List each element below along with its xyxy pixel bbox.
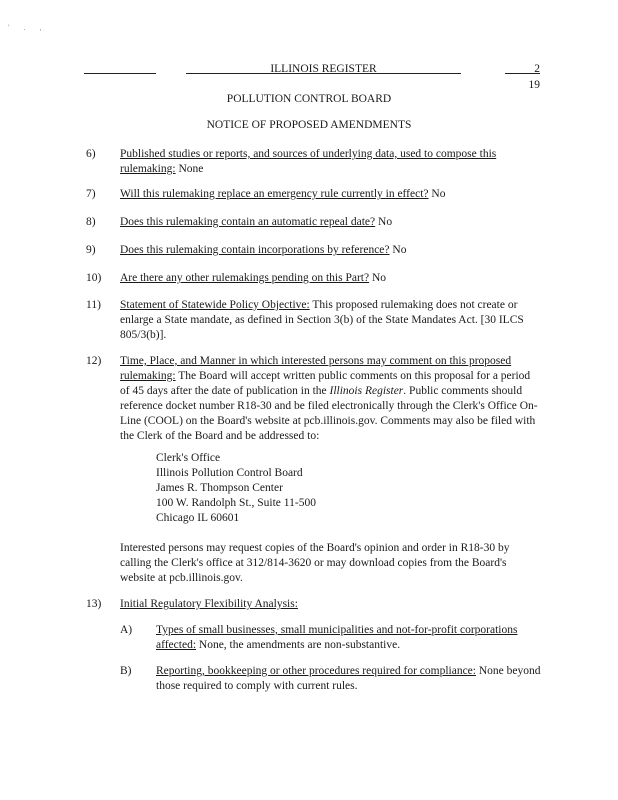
address-line: Illinois Pollution Control Board	[156, 467, 303, 479]
item-label: Published studies or reports, and sources of underlying data, used to compose this rulemaking:	[120, 148, 497, 175]
item-label: Does this rulemaking contain an automatic repeal date?	[120, 216, 376, 228]
item-label: Are there any other rulemakings pending on this Part?	[120, 272, 370, 284]
item-number: 8)	[86, 216, 96, 228]
subitem-answer: None beyond those required to comply with current rules.	[156, 665, 541, 692]
item-number: 11)	[86, 299, 101, 311]
header-rule-left	[84, 73, 156, 74]
subitem-text	[156, 664, 541, 694]
item-answer: . Public comments should reference docket number R18-30 and be filed electronically through the Clerk's Office On-Line (COOL) on the Board's website at pcb.illinois.gov. Comments may also be filed with the Clerk of the Board and be addressed to:	[120, 385, 538, 442]
item-number: 13)	[86, 598, 102, 610]
item-label: Does this rulemaking contain incorporations by reference?	[120, 244, 390, 256]
item-answer: None	[178, 163, 204, 175]
item-text	[120, 147, 538, 177]
item-number: 12)	[86, 355, 102, 367]
scan-specks: ' . ,	[8, 23, 48, 32]
subitem-letter: A)	[120, 624, 133, 636]
item-text	[120, 597, 538, 612]
item-label: Initial Regulatory Flexibility Analysis:	[120, 598, 298, 610]
issue-number: 19	[528, 79, 540, 91]
item-number: 7)	[86, 188, 96, 200]
item-text	[120, 243, 538, 258]
address-line: James R. Thompson Center	[156, 482, 283, 494]
item-answer: The Board will accept written public comments on this proposal for a period of 45 days after the date of publication in the	[120, 370, 531, 397]
item-label: Will this rulemaking replace an emergency rule currently in effect?	[120, 188, 429, 200]
subitem-answer: None, the amendments are non-substantive.	[198, 639, 401, 651]
item-answer: No	[378, 216, 393, 228]
address-line: Clerk's Office	[156, 452, 221, 464]
notice-title: NOTICE OF PROPOSED AMENDMENTS	[206, 119, 412, 131]
address-line: Chicago IL 60601	[156, 512, 240, 524]
item-text	[120, 187, 538, 202]
agency-title: POLLUTION CONTROL BOARD	[226, 93, 392, 105]
item-label: Statement of Statewide Policy Objective:	[120, 299, 310, 311]
subitem-text	[156, 623, 541, 653]
item-label: Time, Place, and Manner in which interested persons may comment on this proposed rulemaking:	[120, 355, 512, 382]
subitem-label: Reporting, bookkeeping or other procedures required for compliance:	[156, 665, 476, 677]
item-text	[120, 215, 538, 230]
address-line: 100 W. Randolph St., Suite 11-500	[156, 497, 316, 509]
item-number: 6)	[86, 148, 96, 160]
item-number: 9)	[86, 244, 96, 256]
subitem-label: Types of small businesses, small municipalities and not-for-profit corporations affected:	[156, 624, 518, 651]
item-number: 10)	[86, 272, 102, 284]
item-answer-italic: Illinois Register	[329, 385, 404, 397]
item-answer: No	[392, 244, 407, 256]
subitem-letter: B)	[120, 665, 132, 677]
item-answer: No	[431, 188, 446, 200]
page-number: 2	[534, 63, 540, 75]
item-text	[120, 271, 538, 286]
item-text	[120, 298, 538, 343]
item-answer: This proposed rulemaking does not create or enlarge a State mandate, as defined in Section 3(b) of the State Mandates Act. [30 ILCS 805/3(b)].	[120, 299, 524, 341]
item-text	[120, 354, 538, 444]
item-answer: No	[371, 272, 387, 284]
register-title: ILLINOIS REGISTER	[270, 63, 377, 75]
copies-note: Interested persons may request copies of the Board's opinion and order in R18-30 by calling the Clerk's office at 312/814-3620 or may download copies from the Board's website at pcb.illinois.gov.	[120, 542, 510, 584]
